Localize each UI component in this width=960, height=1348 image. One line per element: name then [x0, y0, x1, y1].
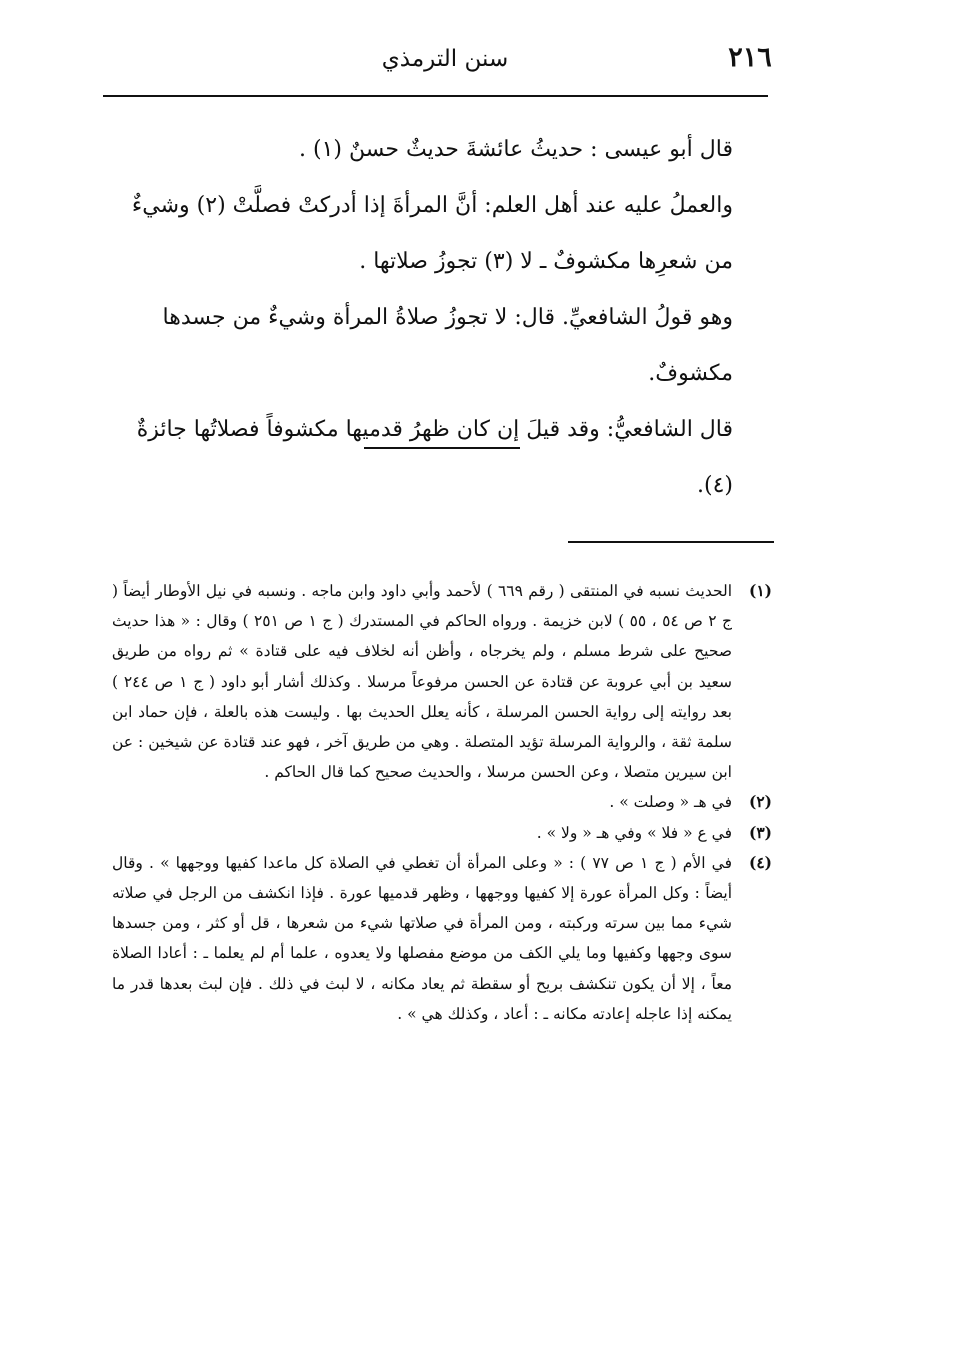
- footnote-text: في ع « فلا » وفي هـ « ولا » .: [536, 823, 732, 842]
- footnote-number: (٢): [748, 792, 772, 812]
- footnote-text: في هـ « وصلت » .: [609, 793, 732, 812]
- main-text: [108, 122, 733, 514]
- footnote-number: (١): [748, 581, 772, 600]
- page-number: ٢١٦: [728, 42, 772, 73]
- body-paragraph: قال الشافعيُّ: وقد قيلَ إن كان ظهرُ قدميها مكشوفاً فصلاتُها جائزةٌ (٤).: [136, 417, 733, 498]
- footnote-number: (٣): [748, 822, 772, 842]
- footnote: [112, 576, 772, 787]
- header-rule: [103, 95, 768, 97]
- footnote-rule: [568, 541, 774, 543]
- section-divider: [364, 447, 520, 449]
- footnote: [112, 848, 772, 1029]
- footnote-text: في الأم ( ج ١ ص ٧٧ ) : « وعلى المرأة أن تغطي في الصلاة كل ماعدا كفيها ووجهها » . وقال أيضاً : وكل المرأة عورة إلا كفيها ووجهها ، وظهر قدميها عورة . فإذا انكشف من الرجل في صلاته شيء مما بين سرته وركبته ، ومن المرأة في صلاتها شيء من شعرها ، قل أو كثر ، ومن جسدها سوى وجهها وكفيها وما يلي الكف من موضع مفصلها ولا يعدوه ، علما أم لم يعلما ـ : أعادا الصلاة معاً ، إلا أن يكون تنكشف بريح أو سقطة ثم يعاد مكانه ، لا لبث في ذلك . فإن لبث بعدها قدر ما يمكنه إذا عاجله إعادته مكانه ـ : أعاد ، وكذلك هي » .: [112, 853, 733, 1023]
- footnote: [112, 818, 772, 848]
- footnote-text: الحديث نسبه في المنتقى ( رقم ٦٦٩ ) لأحمد وأبي داود وابن ماجه . ونسبه في نيل الأوطار أيضاً ( ج ٢ ص ٥٤ ، ٥٥ ) لابن خزيمة . ورواه الحاكم في المستدرك ( ج ١ ص ٢٥١ ) وقال : « هذا حديث صحيح على شرط مسلم ، ولم يخرجاه ، وأظن أنه لخلاف فيه على قتادة » ثم رواه من طريق سعيد بن أبي عروبة عن قتادة عن الحسن مرفوعاً مرسلا . وكذلك أشار أبو داود ( ج ١ ص ٢٤٤ ) بعد روايته إلى رواية الحسن المرسلة ، كأنه يعلل الحديث بها . وليست هذه بالعلة ، فإن حماد ابن سلمة ثقة ، والرواية المرسلة تؤيد المتصلة . وهي من طريق آخر ، فهو عند قتادة عن شيخين : عن ابن سيرين متصلا ، وعن الحسن مرسلا ، والحديث صحيح كما قال الحاكم .: [112, 582, 733, 782]
- running-title: سنن الترمذي: [381, 46, 509, 72]
- body-paragraph: قال أبو عيسى : حديثُ عائشةَ حديثٌ حسنٌ (١) .: [299, 137, 733, 162]
- footnote: [112, 787, 772, 817]
- footnotes: [112, 576, 772, 1029]
- body-paragraph: وهو قولُ الشافعيِّ. قال: لا تجوزُ صلاةُ المرأة وشيءٌ من جسدها مكشوفٌ.: [162, 305, 733, 386]
- body-paragraph: والعملُ عليه عند أهل العلم: أنَّ المرأةَ إذا أدركتْ فصلَّتْ (٢) وشيءٌ من شعرِها مكشوفٌ ـ لا (٣) تجوزُ صلاتها .: [131, 193, 733, 274]
- footnote-number: (٤): [748, 852, 772, 872]
